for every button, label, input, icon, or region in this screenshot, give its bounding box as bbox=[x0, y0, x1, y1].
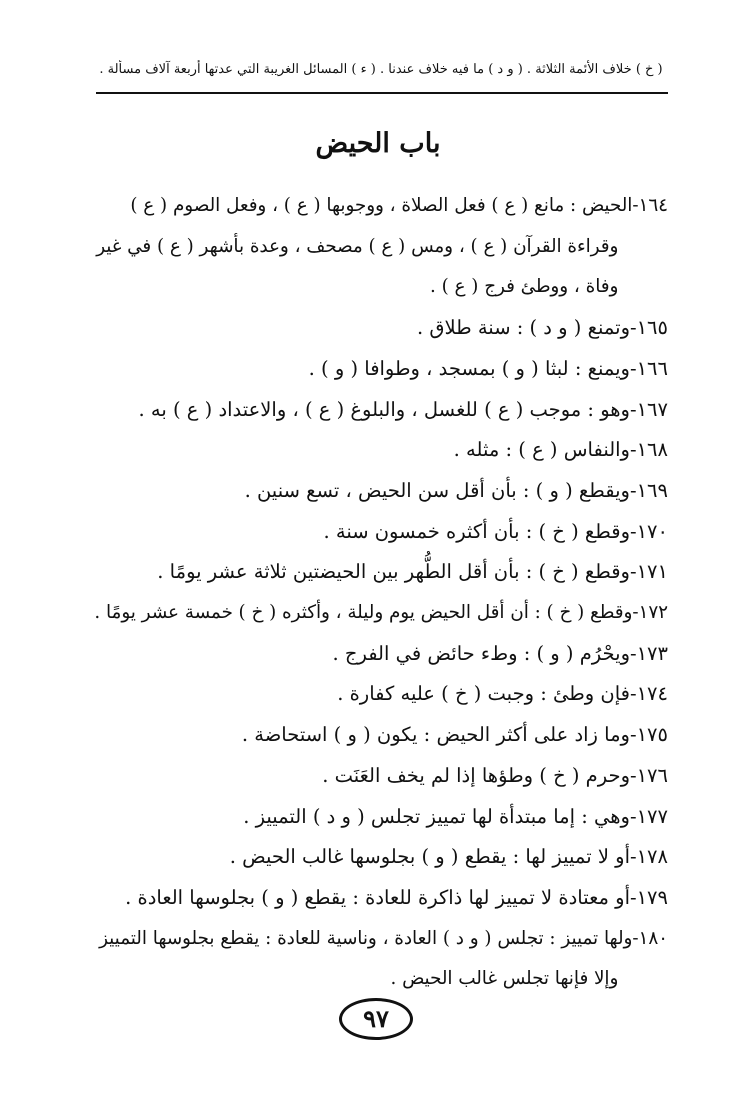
entry-item bbox=[90, 634, 668, 675]
entry-number: ١٦٥- bbox=[629, 316, 668, 340]
entry-item bbox=[90, 674, 668, 715]
entry-text bbox=[242, 715, 630, 756]
entry-item bbox=[90, 715, 668, 756]
entry-number: ١٦٤- bbox=[632, 195, 668, 216]
entry-number: ١٧٦- bbox=[629, 763, 668, 787]
entry-line: وهو : موجب ( ع ) للغسل ، والبلوغ ( ع ) ، والاعتداد ( ع ) به . bbox=[138, 397, 630, 421]
entry-line: أو معتادة لا تمييز لها ذاكرة للعادة : يقطع ( و ) بجلوسها العادة . bbox=[125, 885, 630, 909]
entry-number: ١٧٤- bbox=[629, 682, 668, 706]
entry-item bbox=[90, 797, 668, 838]
entry-text bbox=[322, 756, 630, 797]
entry-number: ١٧٧- bbox=[629, 804, 668, 828]
entry-item bbox=[90, 471, 668, 512]
entry-item bbox=[90, 349, 668, 390]
entry-text bbox=[139, 390, 630, 431]
entry-line: وقطع ( خ ) : بأن أقل الطُّهر بين الحيضتين ثلاثة عشر يومًا . bbox=[157, 560, 630, 584]
entry-number: ١٦٩- bbox=[629, 478, 668, 502]
entry-text bbox=[125, 878, 630, 919]
entry-line: وما زاد على أكثر الحيض : يكون ( و ) استحاضة . bbox=[241, 723, 630, 747]
entry-item bbox=[90, 919, 668, 1000]
entry-item bbox=[90, 878, 668, 919]
header-divider bbox=[96, 92, 668, 94]
entry-line: وفاة ، ووطئ فرج ( ع ) . bbox=[429, 276, 619, 298]
entry-number: ١٦٧- bbox=[629, 397, 668, 421]
entry-item bbox=[90, 837, 668, 878]
entry-item bbox=[90, 756, 668, 797]
entry-text bbox=[323, 512, 630, 553]
entry-number: ١٧٥- bbox=[629, 723, 668, 747]
chapter-title: باب الحيض bbox=[315, 128, 441, 159]
entry-number: ١٧٨- bbox=[629, 845, 668, 869]
entry-number: ١٧٣- bbox=[629, 641, 668, 665]
entry-line: أو لا تمييز لها : يقطع ( و ) بجلوسها غالب الحيض . bbox=[229, 845, 630, 869]
entry-number: ١٧٩- bbox=[629, 885, 668, 909]
entry-number: ١٧٠- bbox=[629, 519, 668, 543]
entry-line: وقطع ( خ ) : أن أقل الحيض يوم وليلة ، وأكثره ( خ ) خمسة عشر يومًا . bbox=[94, 602, 633, 624]
entry-text bbox=[99, 919, 632, 1000]
entry-text bbox=[157, 552, 630, 593]
entry-text bbox=[337, 674, 630, 715]
entry-item bbox=[90, 186, 668, 308]
page-number: ٩٧ bbox=[363, 1004, 389, 1033]
entry-number: ١٦٦- bbox=[629, 356, 668, 380]
entry-item bbox=[90, 512, 668, 553]
entry-item bbox=[90, 552, 668, 593]
entry-text bbox=[332, 634, 630, 675]
entry-text bbox=[454, 430, 630, 471]
entry-text bbox=[243, 797, 630, 838]
entry-number: ١٧٢- bbox=[632, 602, 668, 624]
entry-number: ١٨٠- bbox=[632, 927, 668, 949]
entry-line: وقطع ( خ ) : بأن أكثره خمسون سنة . bbox=[323, 519, 630, 543]
entry-line: ويحْرُم ( و ) : وطء حائض في الفرج . bbox=[332, 641, 630, 665]
entry-number: ١٦٨- bbox=[629, 438, 668, 462]
entry-text bbox=[94, 593, 632, 634]
entry-line: وإلا فإنها تجلس غالب الحيض . bbox=[390, 968, 619, 990]
entry-line: وتمنع ( و د ) : سنة طلاق . bbox=[416, 316, 630, 340]
entry-line: ويقطع ( و ) : بأن أقل سن الحيض ، تسع سنين . bbox=[244, 478, 630, 502]
entry-text bbox=[230, 837, 630, 878]
entry-line: فإن وطئ : وجبت ( خ ) عليه كفارة . bbox=[337, 682, 630, 706]
entry-item bbox=[90, 390, 668, 431]
entry-line: الحيض : مانع ( ع ) فعل الصلاة ، ووجوبها ( ع ) ، وفعل الصوم ( ع ) bbox=[130, 195, 633, 216]
entry-line: والنفاس ( ع ) : مثله . bbox=[453, 438, 630, 462]
page-number-badge bbox=[339, 998, 413, 1040]
entries-list bbox=[90, 186, 668, 1000]
entry-line: ويمنع : لبثا ( و ) بمسجد ، وطوافا ( و ) . bbox=[308, 356, 630, 380]
entry-text bbox=[96, 186, 632, 308]
running-header: ( خ ) خلاف الأئمة الثلاثة . ( و د ) ما فيه خلاف عندنا . ( ء ) المسائل الغريبة التي عدتها أربعة آلاف مسألة . bbox=[99, 62, 663, 77]
entry-number: ١٧١- bbox=[629, 560, 668, 584]
entry-item bbox=[90, 593, 668, 634]
entry-line: ولها تمييز : تجلس ( و د ) العادة ، وناسية للعادة : يقطع بجلوسها التمييز bbox=[99, 927, 633, 949]
entry-text bbox=[309, 349, 630, 390]
entry-text bbox=[245, 471, 630, 512]
entry-line: وقراءة القرآن ( ع ) ، ومس ( ع ) مصحف ، وعدة بأشهر ( ع ) في غير bbox=[96, 235, 619, 257]
entry-line: وهي : إما مبتدأة لها تمييز تجلس ( و د ) التمييز . bbox=[243, 804, 630, 828]
entry-text bbox=[417, 308, 630, 349]
entry-item bbox=[90, 430, 668, 471]
entry-item bbox=[90, 308, 668, 349]
entry-line: وحرم ( خ ) وطؤها إذا لم يخف العَنَت . bbox=[322, 763, 630, 787]
